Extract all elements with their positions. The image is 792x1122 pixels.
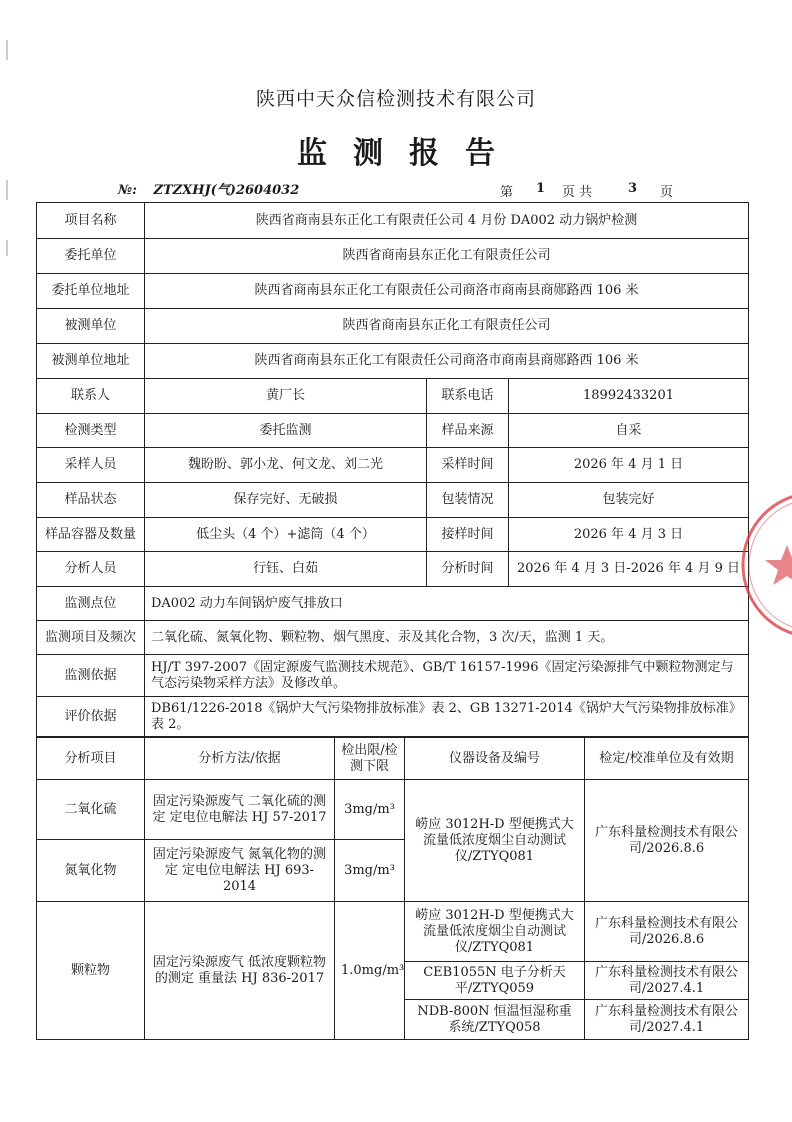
point-value: DA002 动力车间锅炉废气排放口 (145, 587, 749, 621)
samplers-value: 魏盼盼、郭小龙、何文龙、刘二光 (145, 448, 427, 483)
type-value: 委托监测 (145, 414, 427, 448)
project-name-value: 陕西省商南县东正化工有限责任公司 4 月份 DA002 动力锅炉检测 (145, 203, 749, 239)
pm-calib-2: 广东科量检测技术有限公司/2027.4.1 (585, 962, 749, 1000)
analysis-time-label: 分析时间 (427, 552, 509, 587)
pm-calib-1: 广东科量检测技术有限公司/2026.8.6 (585, 902, 749, 962)
eval-label: 评价依据 (37, 697, 145, 737)
client-value: 陕西省商南县东正化工有限责任公司 (145, 239, 749, 274)
page-total: 3 (628, 181, 638, 196)
report-number (118, 179, 299, 198)
page-current: 1 (536, 181, 546, 196)
report-number-value: ZTZXHJ(气)2604032 (153, 183, 300, 198)
pm-calib-3: 广东科量检测技术有限公司/2027.4.1 (585, 1000, 749, 1040)
container-label: 样品容器及数量 (37, 518, 145, 552)
sample-time-value: 2026 年 4 月 1 日 (509, 448, 749, 483)
gas-calib: 广东科量检测技术有限公司/2026.8.6 (585, 780, 749, 902)
nox-limit: 3mg/m³ (335, 840, 405, 902)
pm-instrument-3: NDB-800N 恒温恒湿称重系统/ZTYQ058 (405, 1000, 585, 1040)
sample-time-label: 采样时间 (427, 448, 509, 483)
so2-limit: 3mg/m³ (335, 780, 405, 840)
state-value: 保存完好、无破损 (145, 483, 427, 518)
page-suffix: 页 (660, 185, 674, 200)
phone-value: 18992433201 (509, 379, 749, 414)
report-title: 监测报告 (297, 136, 521, 171)
tested-addr-label: 被测单位地址 (37, 344, 145, 379)
so2-item: 二氧化硫 (37, 780, 145, 840)
nox-method: 固定污染源废气 氮氧化物的测定 定电位电解法 HJ 693-2014 (145, 840, 335, 902)
pm-limit: 1.0mg/m³ (335, 902, 405, 1040)
pm-instrument-1: 崂应 3012H-D 型便携式大流量低浓度烟尘自动测试仪/ZTYQ081 (405, 902, 585, 962)
header-method: 分析方法/依据 (145, 738, 335, 780)
seal-stamp (735, 490, 792, 640)
package-label: 包装情况 (427, 483, 509, 518)
page-prefix: 第 (500, 185, 514, 200)
point-label: 监测点位 (37, 587, 145, 621)
tested-addr-value: 陕西省商南县东正化工有限责任公司商洛市商南县商郧路西 106 米 (145, 344, 749, 379)
samplers-label: 采样人员 (37, 448, 145, 483)
phone-label: 联系电话 (427, 379, 509, 414)
contact-value: 黄厂长 (145, 379, 427, 414)
header-limit: 检出限/检测下限 (335, 738, 405, 780)
client-addr-value: 陕西省商南县东正化工有限责任公司商洛市商南县商郧路西 106 米 (145, 274, 749, 309)
state-label: 样品状态 (37, 483, 145, 518)
analysts-label: 分析人员 (37, 552, 145, 587)
nox-item: 氮氧化物 (37, 840, 145, 902)
page-mid: 页 共 (562, 185, 593, 200)
binding-marks (4, 0, 10, 1122)
basis-label: 监测依据 (37, 655, 145, 697)
client-addr-label: 委托单位地址 (37, 274, 145, 309)
gas-instrument: 崂应 3012H-D 型便携式大流量低浓度烟尘自动测试仪/ZTYQ081 (405, 780, 585, 902)
company-name: 陕西中天众信检测技术有限公司 (255, 88, 536, 110)
pm-method: 固定污染源废气 低浓度颗粒物的测定 重量法 HJ 836-2017 (145, 902, 335, 1040)
methods-table (36, 737, 749, 1040)
eval-value: DB61/1226-2018《锅炉大气污染物排放标准》表 2、GB 13271-2014《锅炉大气污染物排放标准》表 2。 (145, 697, 749, 737)
contact-label: 联系人 (37, 379, 145, 414)
items-label: 监测项目及频次 (37, 621, 145, 655)
header-calib: 检定/校准单位及有效期 (585, 738, 749, 780)
receive-label: 接样时间 (427, 518, 509, 552)
type-label: 检测类型 (37, 414, 145, 448)
info-table (36, 202, 749, 737)
container-value: 低尘头（4 个）+滤筒（4 个） (145, 518, 427, 552)
analysts-value: 行钰、白茹 (145, 552, 427, 587)
client-label: 委托单位 (37, 239, 145, 274)
receive-value: 2026 年 4 月 3 日 (509, 518, 749, 552)
source-value: 自采 (509, 414, 749, 448)
project-name-label: 项目名称 (37, 203, 145, 239)
tested-label: 被测单位 (37, 309, 145, 344)
header-item: 分析项目 (37, 738, 145, 780)
report-number-label: №: (118, 183, 137, 198)
analysis-time-value: 2026 年 4 月 3 日-2026 年 4 月 9 日 (509, 552, 749, 587)
pm-instrument-2: CEB1055N 电子分析天平/ZTYQ059 (405, 962, 585, 1000)
basis-value: HJ/T 397-2007《固定源废气监测技术规范》、GB/T 16157-1996《固定污染源排气中颗粒物测定与气态污染物采样方法》及修改单。 (145, 655, 749, 697)
pm-item: 颗粒物 (37, 902, 145, 1040)
package-value: 包装完好 (509, 483, 749, 518)
so2-method: 固定污染源废气 二氧化硫的测定 定电位电解法 HJ 57-2017 (145, 780, 335, 840)
source-label: 样品来源 (427, 414, 509, 448)
tested-value: 陕西省商南县东正化工有限责任公司 (145, 309, 749, 344)
header-instrument: 仪器设备及编号 (405, 738, 585, 780)
items-value: 二氧化硫、氮氧化物、颗粒物、烟气黑度、汞及其化合物，3 次/天，监测 1 天。 (145, 621, 749, 655)
